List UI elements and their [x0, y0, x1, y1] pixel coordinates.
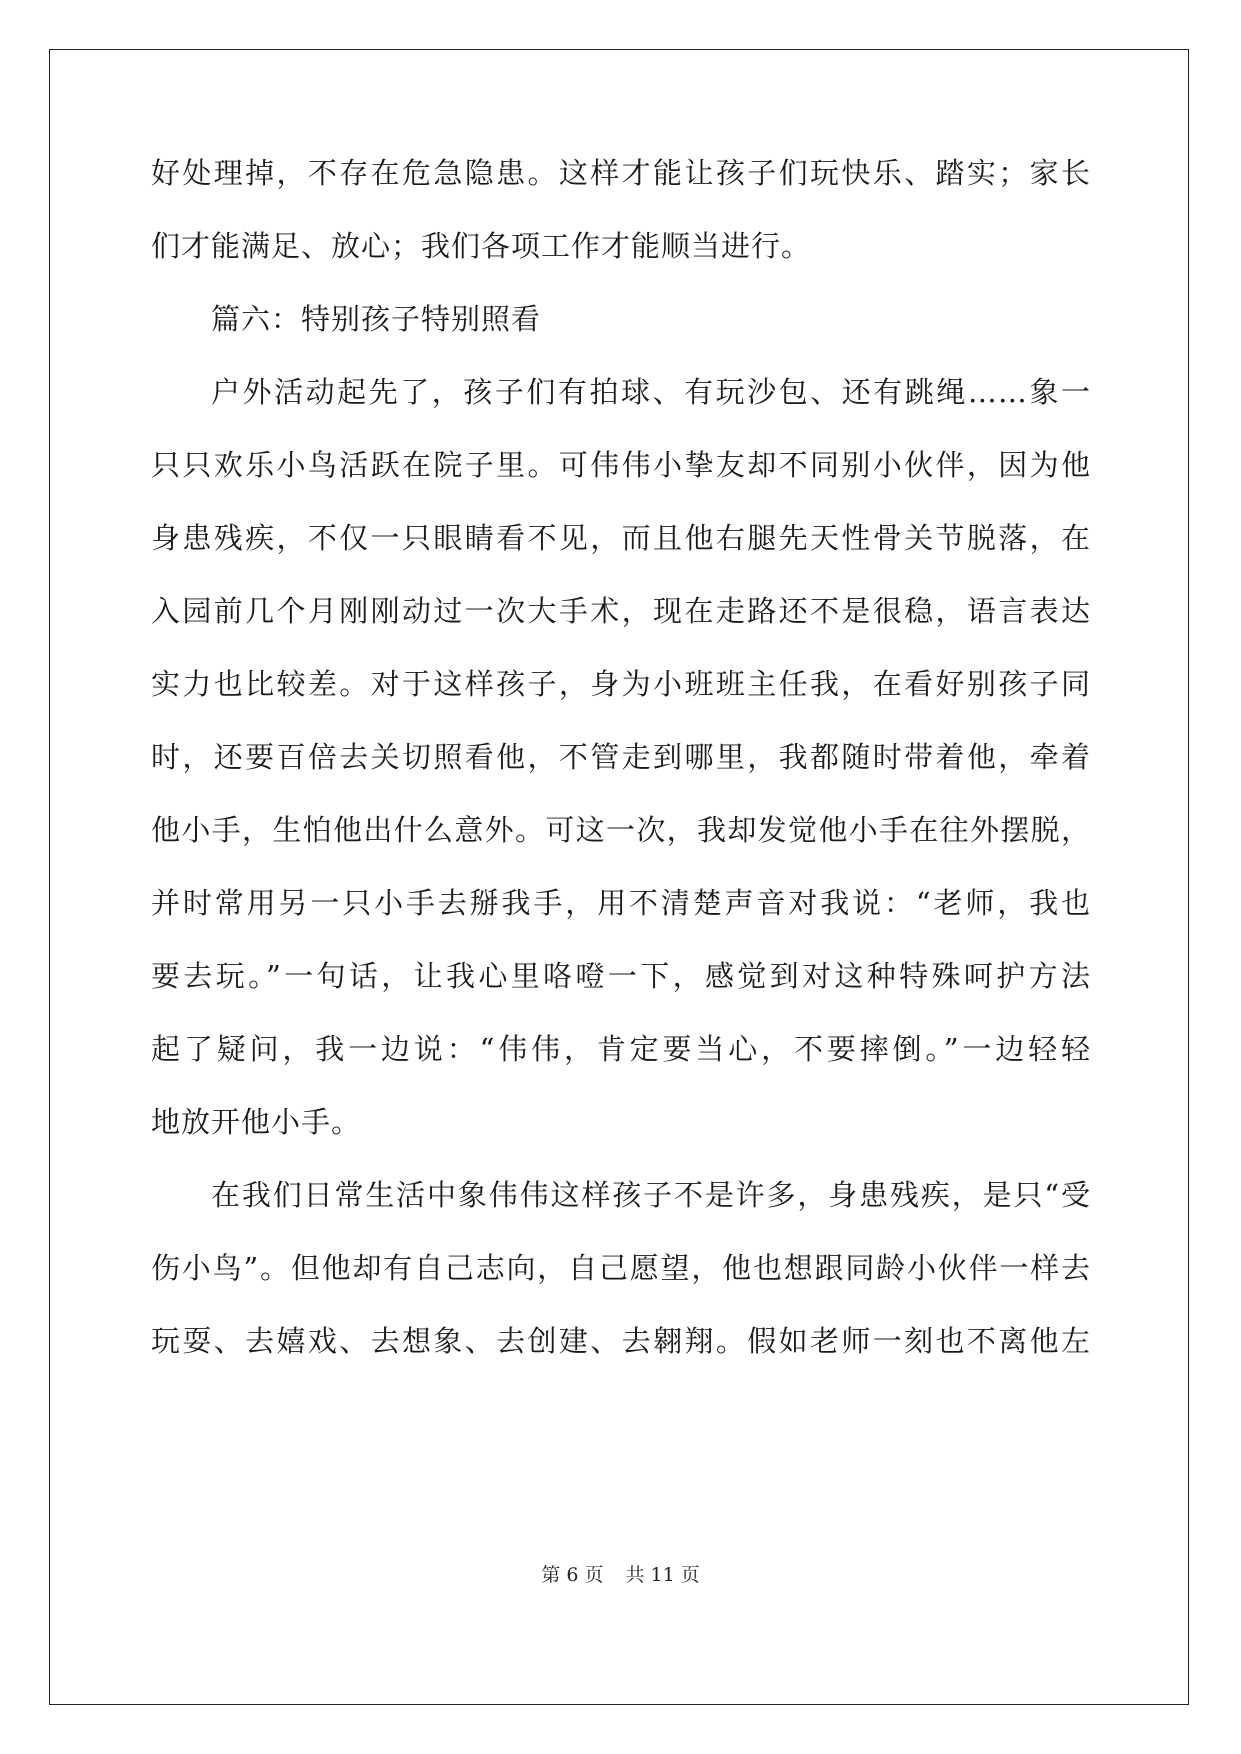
body-line: 他小手，生怕他出什么意外。可这一次，我却发觉他小手在往外摆脱， — [151, 813, 1091, 847]
body-line: 玩耍、去嬉戏、去想象、去创建、去翱翔。假如老师一刻也不离他左 — [151, 1324, 1091, 1358]
body-line: 要去玩。”一句话，让我心里咯噔一下，感觉到对这种特殊呵护方法 — [151, 959, 1091, 993]
page-number: 第 6 页 — [541, 1564, 604, 1586]
body-line: 时，还要百倍去关切照看他，不管走到哪里，我都随时带着他，牵着 — [151, 740, 1091, 774]
body-line: 在我们日常生活中象伟伟这样孩子不是许多，身患残疾，是只“受 — [211, 1178, 1091, 1212]
body-line: 只只欢乐小鸟活跃在院子里。可伟伟小挚友却不同别小伙伴，因为他 — [151, 448, 1091, 482]
page-footer — [0, 1562, 1241, 1588]
body-line: 并时常用另一只小手去掰我手，用不清楚声音对我说：“老师，我也 — [151, 886, 1091, 920]
body-line: 伤小鸟”。但他却有自己志向，自己愿望，他也想跟同龄小伙伴一样去 — [151, 1251, 1091, 1285]
body-line: 们才能满足、放心；我们各项工作才能顺当进行。 — [151, 229, 812, 263]
body-line: 起了疑问，我一边说：“伟伟，肯定要当心，不要摔倒。”一边轻轻 — [151, 1032, 1091, 1066]
section-heading: 篇六：特别孩子特别照看 — [211, 302, 542, 336]
body-line: 地放开他小手。 — [151, 1105, 362, 1139]
body-line: 入园前几个月刚刚动过一次大手术，现在走路还不是很稳，语言表达 — [151, 594, 1091, 628]
total-pages: 共 11 页 — [625, 1564, 700, 1586]
page-frame — [49, 49, 1189, 1705]
body-line: 身患残疾，不仅一只眼睛看不见，而且他右腿先天性骨关节脱落，在 — [151, 521, 1091, 555]
body-line: 户外活动起先了，孩子们有拍球、有玩沙包、还有跳绳……象一 — [211, 375, 1091, 409]
body-line: 实力也比较差。对于这样孩子，身为小班班主任我，在看好别孩子同 — [151, 667, 1091, 701]
body-line: 好处理掉，不存在危急隐患。这样才能让孩子们玩快乐、踏实；家长 — [151, 156, 1091, 190]
